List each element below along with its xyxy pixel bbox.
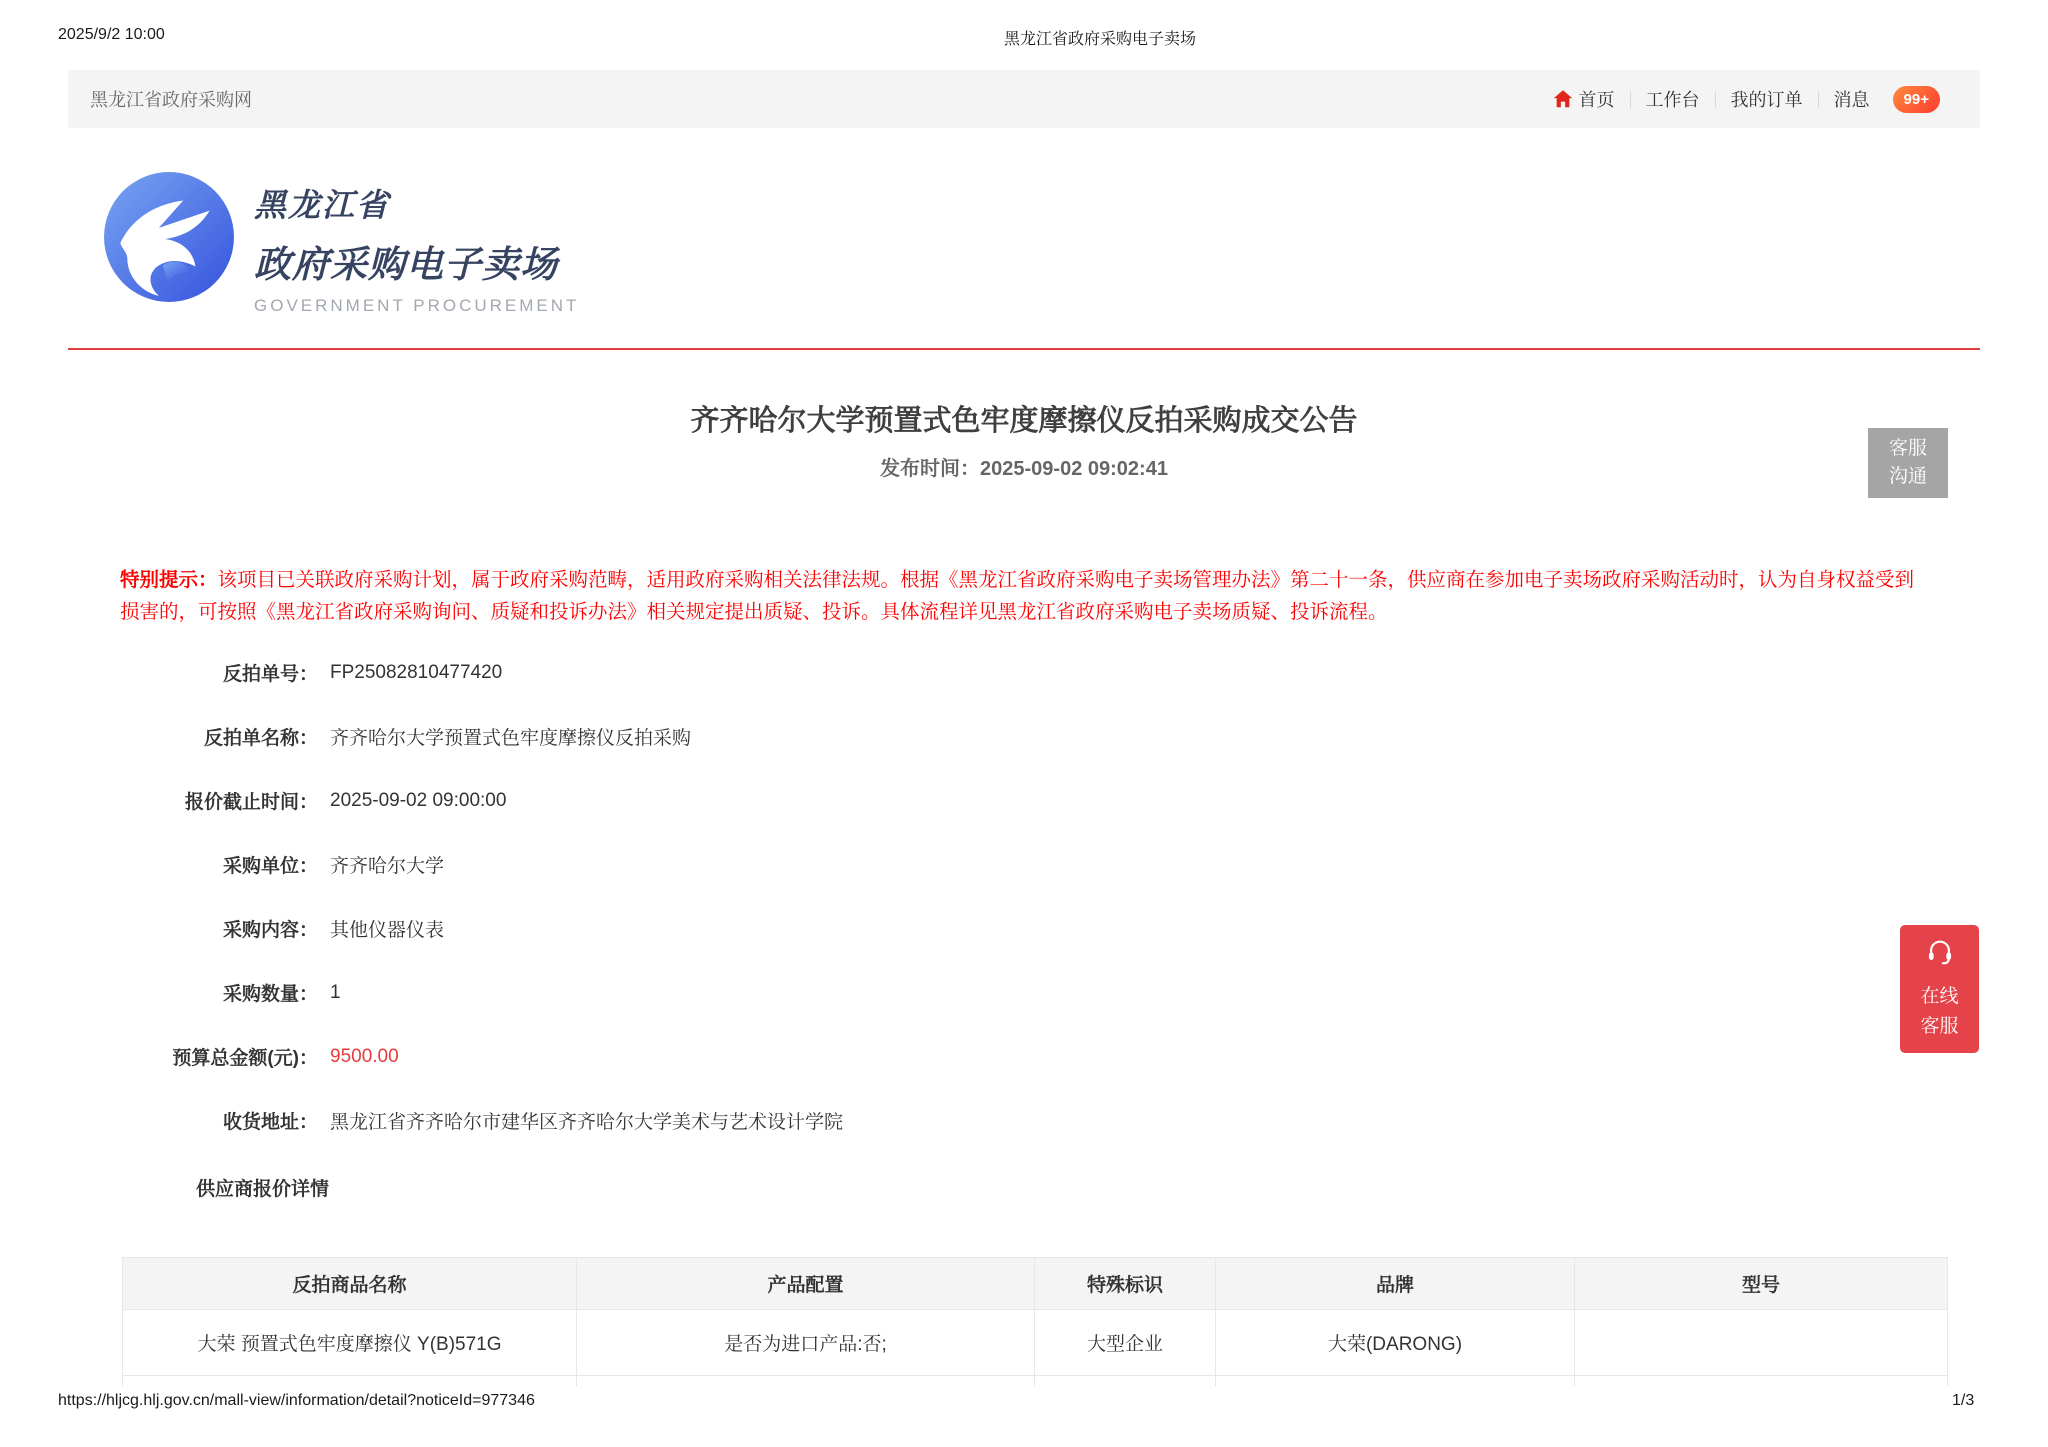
field-row-purchaser: [120, 852, 843, 877]
publish-time-value: 2025-09-02 09:02:41: [980, 458, 1168, 480]
nav-item-my-orders[interactable]: [1716, 86, 1818, 112]
field-label: 报价截止时间：: [184, 792, 318, 813]
field-row-purchase-content: [120, 916, 843, 941]
col-header-brand: 品牌: [1216, 1258, 1575, 1310]
field-value: 齐齐哈尔大学: [330, 856, 445, 877]
logo-subtitle: GOVERNMENT PROCUREMENT: [254, 296, 580, 315]
home-icon: [1552, 88, 1574, 110]
table-row: [123, 1310, 1948, 1376]
notice-fields: [120, 660, 843, 1172]
field-value: FP25082810477420: [330, 661, 503, 683]
cell-model: [1575, 1310, 1948, 1376]
kefu-button-line1: 客服: [1888, 437, 1927, 459]
print-footer-page-indicator: 1/3: [1952, 1392, 1975, 1409]
topbar: [68, 70, 1980, 128]
red-divider: [68, 348, 1980, 350]
cell-product-config: 是否为进口产品:否;: [577, 1310, 1035, 1376]
field-label: 采购数量：: [222, 984, 318, 1005]
field-label: 采购单位：: [222, 856, 318, 877]
special-notice-alert: [120, 564, 1932, 628]
field-row-auction-no: [120, 660, 843, 685]
field-label: 收货地址：: [222, 1112, 318, 1133]
nav-item-label: 我的订单: [1730, 90, 1803, 110]
nav-item-label: 消息: [1833, 90, 1870, 110]
cell-brand: 大荣(DARONG): [1216, 1310, 1575, 1376]
kefu-button-line2: 沟通: [1888, 466, 1927, 487]
publish-time-line: [0, 452, 2048, 481]
print-footer-url: https://hljcg.hlj.gov.cn/mall-view/information/detail?noticeId=977346: [58, 1392, 535, 1409]
field-row-quote-deadline: [120, 788, 843, 813]
field-value: 其他仪器仪表: [330, 920, 445, 941]
supplier-quote-table: [122, 1257, 1949, 1386]
field-label: 反拍单名称：: [203, 728, 318, 749]
site-logo: [102, 170, 579, 316]
field-row-budget-total: [120, 1044, 843, 1069]
notice-title: 齐齐哈尔大学预置式色牢度摩擦仪反拍采购成交公告: [690, 405, 1358, 437]
nav-item-label: 首页: [1578, 90, 1615, 110]
nav-item-label: 工作台: [1645, 90, 1700, 110]
online-service-button[interactable]: [1900, 925, 1979, 1053]
field-value: 2025-09-02 09:00:00: [330, 789, 507, 811]
field-label: 预算总金额(元)：: [172, 1048, 318, 1069]
cell-special-mark: 大型企业: [1035, 1310, 1216, 1376]
nav-item-home[interactable]: [1552, 86, 1630, 112]
field-row-quantity: [120, 980, 843, 1005]
customer-service-chat-button[interactable]: [1868, 428, 1948, 498]
field-value: 1: [330, 981, 341, 1003]
headset-icon: [1925, 937, 1955, 982]
logo-line1: 黑龙江省: [254, 187, 391, 223]
field-row-delivery-address: [120, 1108, 843, 1133]
online-service-line2: 客服: [1920, 1015, 1959, 1037]
publish-time-label: 发布时间：: [880, 458, 981, 480]
table-row-clipped: [123, 1376, 1948, 1387]
nav-item-messages[interactable]: [1819, 86, 1885, 112]
message-count-badge[interactable]: 99+: [1893, 86, 1940, 113]
logo-dragon-icon: [102, 170, 236, 304]
field-value: 齐齐哈尔大学预置式色牢度摩擦仪反拍采购: [330, 728, 692, 749]
col-header-product-name: 反拍商品名称: [123, 1258, 577, 1310]
table-header-row: [123, 1258, 1948, 1310]
col-header-model: 型号: [1575, 1258, 1948, 1310]
alert-text: 该项目已关联政府采购计划，属于政府采购范畴，适用政府采购相关法律法规。根据《黑龙江省政府采购电子卖场管理办法》第二十一条，供应商在参加电子卖场政府采购活动时，认为自身权益受到损害的，可按照《黑龙江省政府采购询问、质疑和投诉办法》相关规定提出质疑、投诉。具体流程详见黑龙江省政府采购电子卖场质疑、投诉流程。: [120, 569, 1915, 623]
budget-amount: 9500.00: [330, 1045, 399, 1067]
field-label: 反拍单号：: [222, 664, 318, 685]
alert-label: 特别提示：: [120, 569, 218, 591]
col-header-product-config: 产品配置: [577, 1258, 1035, 1310]
site-name: 黑龙江省政府采购网: [90, 90, 252, 110]
print-header-datetime: 2025/9/2 10:00: [58, 26, 165, 43]
online-service-line1: 在线: [1920, 986, 1959, 1008]
logo-line2: 政府采购电子卖场: [254, 244, 558, 285]
nav-item-workbench[interactable]: [1631, 86, 1715, 112]
col-header-special-mark: 特殊标识: [1035, 1258, 1216, 1310]
logo-text: [254, 170, 579, 316]
field-label: 采购内容：: [222, 920, 318, 941]
field-value: 黑龙江省齐齐哈尔市建华区齐齐哈尔大学美术与艺术设计学院: [330, 1112, 844, 1133]
supplier-quote-section-heading: 供应商报价详情: [196, 1179, 330, 1200]
print-header-doc-title: 黑龙江省政府采购电子卖场: [1004, 31, 1197, 48]
top-navigation: [1552, 86, 1940, 113]
field-row-auction-name: [120, 724, 843, 749]
cell-product-name: 大荣 预置式色牢度摩擦仪 Y(B)571G: [123, 1310, 577, 1376]
